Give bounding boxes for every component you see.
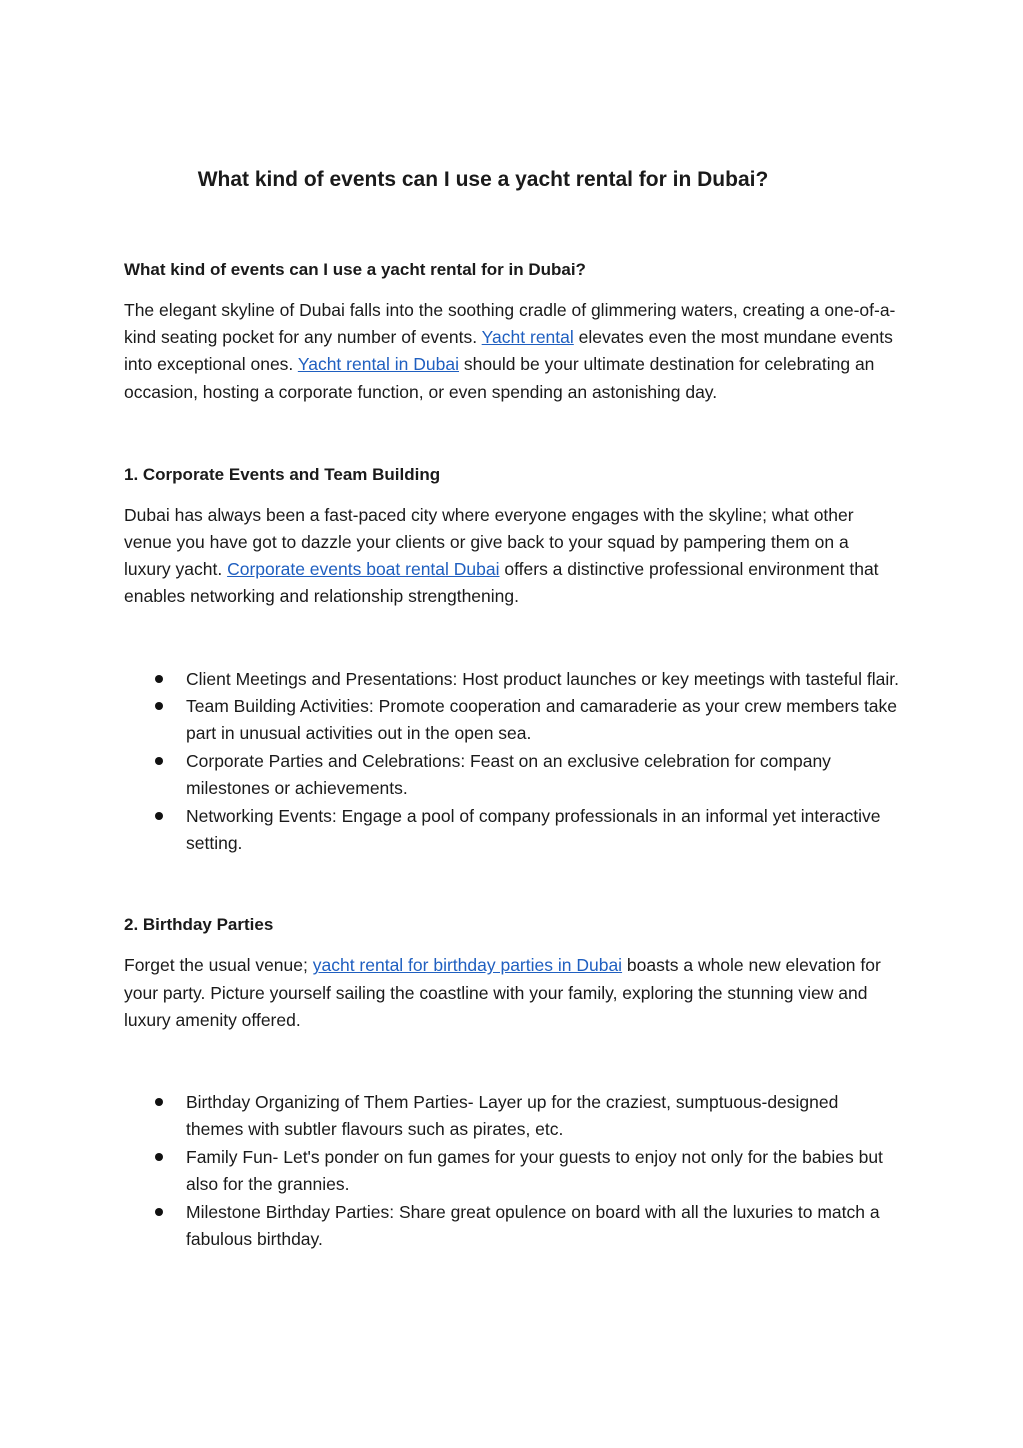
intro-text-2: elevates even the most mundane events into exceptional ones. (124, 327, 893, 375)
list-item-text: Client Meetings and Presentations: Host product launches or key meetings with tasteful flair. (186, 668, 900, 689)
bullet-icon (155, 702, 163, 710)
bullet-icon (155, 757, 163, 765)
section1-bullet-list (124, 666, 899, 858)
section2-paragraph (124, 952, 899, 1034)
bullet-icon (155, 1153, 163, 1161)
intro-paragraph (124, 297, 899, 406)
list-item (124, 748, 899, 803)
section2-bullet-list (124, 1089, 899, 1253)
bullet-icon (155, 1208, 163, 1216)
intro-text-1: The elegant skyline of Dubai falls into the soothing cradle of glimmering waters, creating a one-of-a-kind seating pocket for any number of events. (124, 300, 896, 348)
list-item (124, 1089, 899, 1144)
intro-text-3: should be your ultimate destination for celebrating an occasion, hosting a corporate function, or even spending an astonishing day. (124, 354, 875, 402)
page-title: What kind of events can I use a yacht rental for in Dubai? (197, 168, 769, 191)
bullet-icon (155, 812, 163, 820)
list-item-text: Team Building Activities: Promote cooperation and camaraderie as your crew members take part in unusual activities out in the open sea. (186, 696, 898, 744)
section2-text-1: Forget the usual venue; (124, 955, 313, 976)
list-item (124, 666, 899, 693)
bullet-icon (155, 675, 163, 683)
bullet-icon (155, 1098, 163, 1106)
birthday-yacht-rental-link[interactable]: yacht rental for birthday parties in Dubai (312, 955, 623, 976)
corporate-events-link[interactable]: Corporate events boat rental Dubai (227, 559, 500, 580)
list-item-text: Family Fun- Let's ponder on fun games for your guests to enjoy not only for the babies but also for the grannies. (186, 1146, 883, 1195)
section2-heading: 2. Birthday Parties (124, 915, 274, 935)
section1-text-2: offers a distinctive professional environment that enables networking and relationship strengthening. (124, 559, 879, 607)
section1-paragraph (124, 502, 899, 611)
list-item-text: Birthday Organizing of Them Parties- Layer up for the craziest, sumptuous-designed themes with subtler flavours such as pirates, etc. (186, 1092, 839, 1140)
list-item-text: Milestone Birthday Parties: Share great opulence on board with all the luxuries to match a fabulous birthday. (186, 1201, 880, 1250)
yacht-rental-link[interactable]: Yacht rental (481, 327, 574, 348)
list-item (124, 693, 899, 748)
intro-heading: What kind of events can I use a yacht rental for in Dubai? (124, 260, 586, 279)
list-item-text: Corporate Parties and Celebrations: Feast on an exclusive celebration for company milestones or achievements. (186, 750, 831, 799)
yacht-rental-dubai-link[interactable]: Yacht rental in Dubai (297, 354, 460, 375)
document-body (124, 256, 899, 1254)
section1-heading: 1. Corporate Events and Team Building (124, 464, 441, 484)
section1-text-1: Dubai has always been a fast-paced city where everyone engages with the skyline; what other venue you have got to dazzle your clients or give back to your squad by pampering them on a luxury yacht. (124, 504, 854, 580)
list-item (124, 803, 899, 858)
list-item (124, 1144, 899, 1199)
list-item-text: Networking Events: Engage a pool of company professionals in an informal yet interactive setting. (186, 805, 881, 854)
list-item (124, 1199, 899, 1254)
section2-text-2: boasts a whole new elevation for your party. Picture yourself sailing the coastline with your family, exploring the stunning view and luxury amenity offered. (124, 955, 881, 1030)
